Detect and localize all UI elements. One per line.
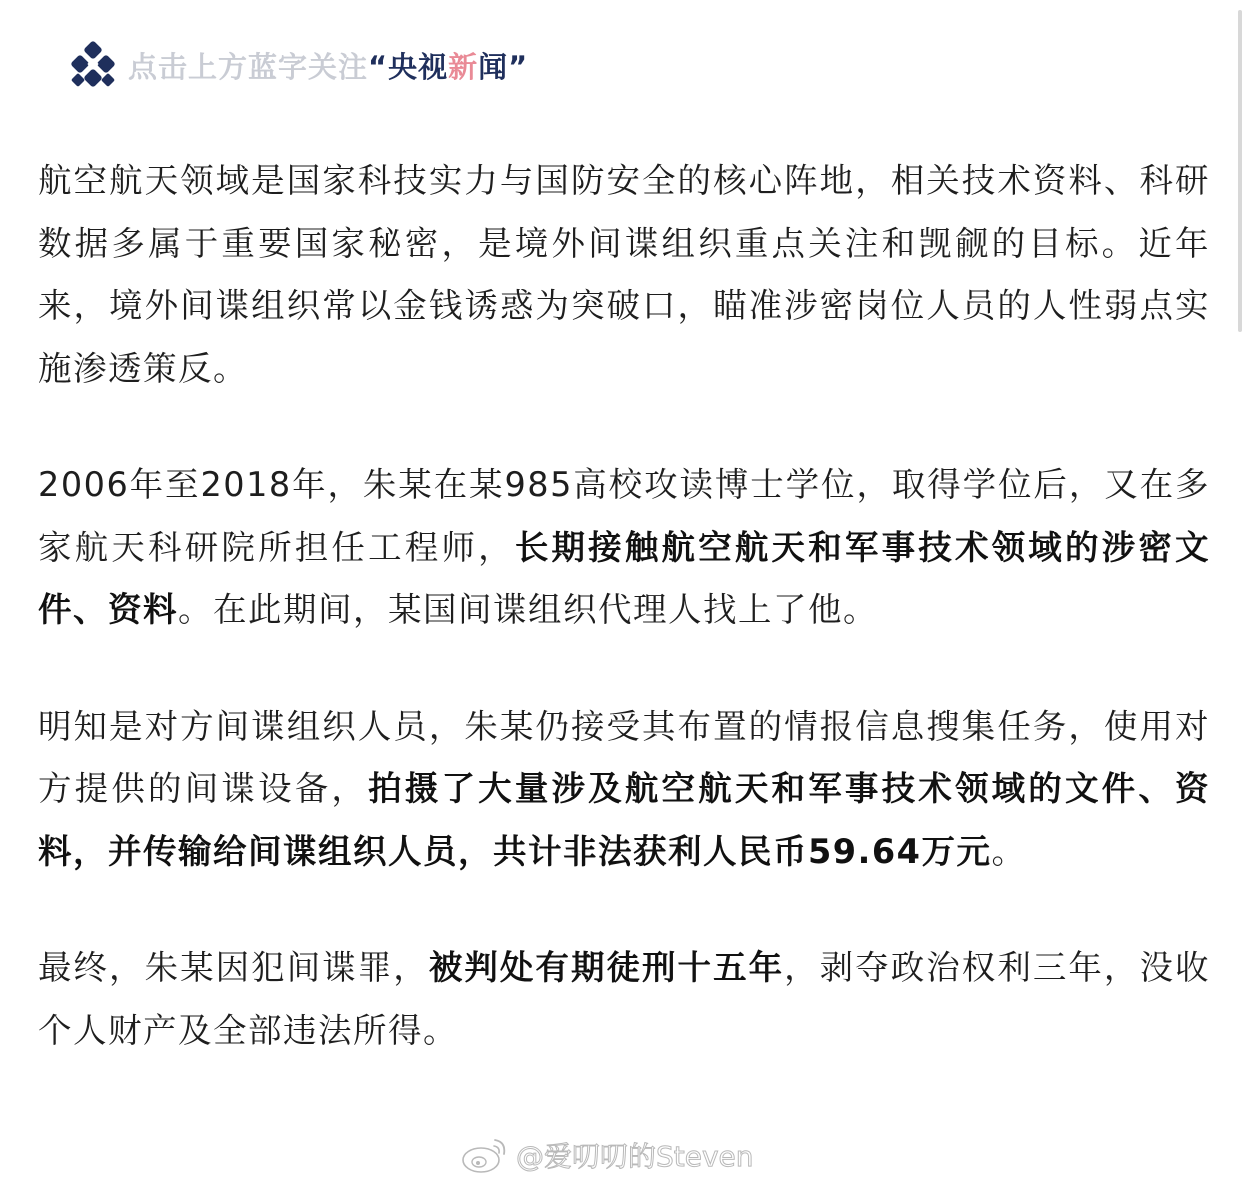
- scrollbar[interactable]: [1238, 10, 1242, 332]
- follow-banner[interactable]: [70, 40, 528, 90]
- paragraph-3-text-c: 。: [991, 831, 1027, 871]
- paragraph-4: [38, 937, 1210, 1062]
- paragraph-4-text-a: 最终，朱某因犯间谍罪，: [38, 948, 429, 987]
- follow-prompt: 点击上方蓝字关注: [128, 49, 369, 84]
- cctv-news-logo-icon: [70, 41, 118, 89]
- paragraph-1: 航空航天领域是国家科技实力与国防安全的核心阵地，相关技术资料、科研数据多属于重要国家秘密，是境外间谍组织重点关注和觊觎的目标。近年来，境外间谍组织常以金钱诱惑为突破口，瞄准涉密岗位人员的人性弱点实施渗透策反。: [38, 161, 1210, 388]
- brand-name-part1: 央视: [388, 49, 449, 84]
- paragraph-4-emphasis: 被判处有期徒刑十五年: [428, 948, 785, 987]
- paragraph-4-text-c: ，剥夺政治权利三年，没收个人财产及全部违法所得。: [38, 948, 1210, 1050]
- follow-banner-text: [128, 45, 528, 86]
- quote-close: ”: [508, 49, 529, 84]
- paragraph-2-emphasis: 长期接触航空航天和军事技术领域的涉密文件、资料: [38, 527, 1211, 629]
- weibo-watermark: [460, 1132, 754, 1178]
- brand-name-part3: 闻: [478, 49, 509, 84]
- paragraph-2: [38, 454, 1210, 642]
- brand-name-part2: 新: [448, 49, 479, 84]
- paragraph-2-text-c: 。在此期间，某国间谍组织代理人找上了他。: [178, 590, 878, 629]
- paragraph-2-text-a: 2006年至2018年，朱某在某985高校攻读博士学位，取得学位后，又在多家航天科研院所担任工程师，: [38, 465, 1210, 567]
- quote-open: “: [368, 49, 389, 84]
- watermark-username: @爱叨叨的Steven: [516, 1140, 754, 1173]
- weibo-icon: [460, 1134, 510, 1176]
- paragraph-3: [38, 696, 1210, 884]
- paragraph-3-text-a: 明知是对方间谍组织人员，朱某仍接受其布置的情报信息搜集任务，使用对方提供的间谍设备，: [38, 706, 1210, 808]
- paragraph-3-emphasis: 拍摄了大量涉及航空航天和军事技术领域的文件、资料，并传输给间谍组织人员，共计非法获利人民币59.64万元: [38, 769, 1211, 871]
- article-body: [38, 150, 1210, 1116]
